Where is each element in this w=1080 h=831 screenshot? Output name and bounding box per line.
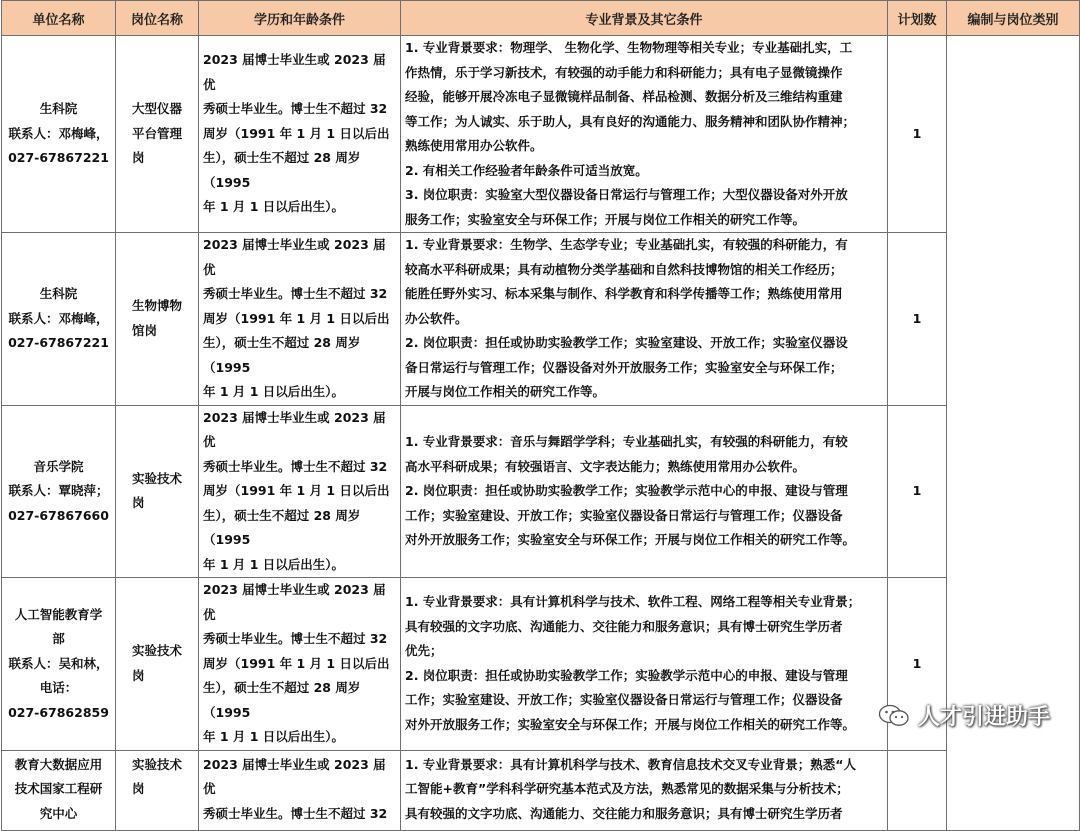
plan-count: 1 [888, 36, 947, 233]
post-cell [116, 578, 199, 751]
header-staffing-category: 编制与岗位类别 [947, 1, 1080, 36]
requirements-cell [401, 405, 888, 578]
plan-count: 1 [888, 233, 947, 406]
post-line: 岗 [131, 150, 145, 166]
edu-line: 生），硕士生不超过 28 周岁（1995 [203, 335, 361, 375]
table-row [2, 233, 1080, 406]
unit-cell [2, 405, 116, 578]
post-name [132, 467, 182, 516]
post-cell [116, 750, 199, 830]
edu-line: 秀硕士毕业生。博士生不超过 32 [203, 101, 388, 117]
table-row [2, 750, 1080, 830]
unit-contact: 联系人：吴和林， [8, 655, 109, 671]
edu-line: 2023 届博士毕业生或 2023 届优 [203, 237, 386, 277]
edu-line: 生），硕士生不超过 28 周岁（1995 [203, 680, 361, 720]
req-line: 办公软件。 [405, 310, 468, 326]
edu-line: 秀硕士毕业生。博士生不超过 32 [203, 458, 388, 474]
education-cell [199, 233, 401, 406]
unit-cell [2, 36, 116, 233]
edu-line: 生），硕士生不超过 28 周岁（1995 [203, 150, 361, 190]
req-line: 3. 岗位职责：实验室大型仪器设备日常运行与管理工作；大型仪器设备对外开放 [405, 187, 848, 202]
post-line: 大型仪器 [131, 101, 182, 117]
requirements-cell [401, 36, 888, 233]
req-line: 2. 岗位职责：担任或协助实验教学工作；实验教学示范中心的申报、建设与管理 [405, 667, 848, 683]
unit-contact: 联系人：覃晓萍； [8, 483, 109, 498]
req-line: 2. 有相关工作经验者年龄条件可适当放宽。 [405, 162, 648, 178]
header-unit: 单位名称 [2, 1, 116, 36]
edu-line: 年 1 月 1 日以后出生）。 [203, 556, 345, 572]
post-cell [116, 36, 199, 233]
unit-name-cont: 技术国家工程研 [14, 781, 103, 796]
unit-cell [2, 233, 116, 406]
edu-line: 2023 届博士毕业生或 2023 届优 [203, 409, 386, 449]
edu-line: 秀硕士毕业生。博士生不超过 32 [203, 286, 388, 301]
requirements-cell [401, 578, 888, 751]
header-plan-count: 计划数 [888, 1, 947, 36]
plan-count: 1 [888, 405, 947, 578]
post-line: 平台管理 [131, 125, 182, 141]
edu-line: 周岁（1991 年 1 月 1 日以后出 [203, 125, 390, 141]
unit-phone: 027-67867660 [8, 507, 109, 523]
req-line: 能胜任野外实习、标本采集与制作、科学教育和科学传播等工作；熟练使用常用 [405, 286, 843, 301]
req-line: 等工作；为人诚实、乐于助人，具有良好的沟通能力、服务精神和团队协作精神； [405, 113, 856, 129]
req-line: 服务工作；实验室安全与环保工作；开展与岗位工作相关的研究工作等。 [405, 211, 806, 227]
edu-line: 2023 届博士毕业生或 2023 届优 [203, 756, 386, 796]
unit-name: 人工智能教育学 [14, 606, 103, 622]
plan-count [888, 750, 947, 830]
edu-line: 2023 届博士毕业生或 2023 届优 [203, 52, 386, 92]
edu-line: 生），硕士生不超过 28 周岁（1995 [203, 507, 361, 547]
post-line: 岗 [131, 495, 145, 511]
post-name [132, 294, 182, 343]
unit-contact: 联系人：邓梅峰， [8, 125, 109, 141]
req-line: 工作；实验室建设、开放工作；实验室仪器设备日常运行与管理工作；仪器设备 [405, 507, 843, 523]
edu-line: 周岁（1991 年 1 月 1 日以后出 [203, 483, 390, 498]
req-line: 备日常运行与管理工作；仪器设备对外开放服务工作；实验室安全与环保工作； [405, 359, 843, 375]
unit-phone: 027-67862859 [8, 704, 109, 720]
post-line: 岗 [131, 667, 145, 683]
header-post: 岗位名称 [116, 1, 199, 36]
edu-line: 周岁（1991 年 1 月 1 日以后出 [203, 655, 390, 671]
req-line: 熟练使用常用办公软件。 [405, 138, 543, 153]
req-line: 优先； [405, 643, 443, 659]
req-line: 工智能+教育”学科科学研究基本范式及方法，熟悉常见的数据采集与分析技术； [405, 781, 849, 796]
edu-line: 2023 届博士毕业生或 2023 届优 [203, 582, 386, 622]
req-line: 2. 岗位职责：担任或协助实验教学工作；实验室建设、开放工作；实验室仪器设 [405, 335, 848, 350]
plan-count: 1 [888, 578, 947, 751]
req-line: 具有较强的文字功底、沟通能力、交往能力和服务意识；具有博士研究生学历者 [405, 805, 843, 821]
unit-name-cont: 究中心 [39, 805, 78, 821]
watermark-text: 人才引进助手 [917, 705, 1050, 730]
req-line: 开展与岗位工作相关的研究工作等。 [405, 384, 606, 399]
table-row [2, 405, 1080, 578]
edu-line: 秀硕士毕业生。博士生不超过 32 [203, 631, 388, 646]
unit-name-cont: 部 [52, 631, 65, 646]
education-cell [199, 578, 401, 751]
table-row [2, 36, 1080, 233]
edu-line: 秀硕士毕业生。博士生不超过 32 [203, 805, 388, 821]
unit-name: 教育大数据应用 [14, 756, 103, 772]
post-line: 生物博物 [131, 298, 182, 314]
unit-name: 音乐学院 [33, 458, 84, 474]
watermark [878, 700, 1050, 731]
unit-cell [2, 750, 116, 830]
req-line: 2. 岗位职责：担任或协助实验教学工作；实验教学示范中心的申报、建设与管理 [405, 483, 848, 498]
unit-name: 生科院 [39, 101, 78, 117]
post-name [132, 97, 182, 171]
unit-phone: 027-67867221 [8, 150, 109, 166]
post-line: 实验技术 [131, 643, 182, 659]
requirements-cell [401, 233, 888, 406]
edu-line: 周岁（1991 年 1 月 1 日以后出 [203, 310, 390, 326]
education-cell [199, 36, 401, 233]
req-line: 作热情，乐于学习新技术，有较强的动手能力和科研能力；具有电子显微镜操作 [405, 64, 843, 80]
post-cell [116, 233, 199, 406]
req-line: 经验，能够开展冷冻电子显微镜样品制备、样品检测、数据分析及三维结构重建 [405, 89, 843, 104]
education-cell [199, 405, 401, 578]
post-line: 实验技术 [131, 470, 182, 486]
unit-name: 生科院 [39, 286, 78, 301]
requirements-cell [401, 750, 888, 830]
post-cell [116, 405, 199, 578]
table-header-row [2, 1, 1080, 36]
post-line: 岗 [131, 781, 145, 796]
wechat-icon [878, 703, 910, 729]
unit-phone-label: 电话： [39, 680, 78, 695]
req-line: 1. 专业背景要求：物理学、 生物化学、生物物理等相关专业；专业基础扎实，工 [405, 40, 853, 55]
req-line: 具有较强的文字功底、沟通能力、交往能力和服务意识；具有博士研究生学历者 [405, 618, 843, 634]
req-line: 1. 专业背景要求：生物学、生态学专业；专业基础扎实，有较强的科研能力，有 [405, 237, 848, 252]
req-line: 高水平科研成果；有较强语言、文字表达能力；熟练使用常用办公软件。 [405, 458, 806, 474]
req-line: 1. 专业背景要求：具有计算机科学与技术、教育信息技术交叉专业背景；熟悉“人 [405, 756, 857, 772]
req-line: 工作；实验室建设、开放工作；实验室仪器设备日常运行与管理工作；仪器设备 [405, 692, 843, 708]
education-cell [199, 750, 401, 830]
req-line: 1. 专业背景要求：具有计算机科学与技术、软件工程、网络工程等相关专业背景； [405, 594, 861, 610]
unit-cell [2, 578, 116, 751]
header-requirements: 专业背景及其它条件 [401, 1, 888, 36]
post-line: 实验技术 [131, 756, 182, 772]
unit-contact: 联系人：邓梅峰， [8, 310, 109, 326]
header-education-age: 学历和年龄条件 [199, 1, 401, 36]
edu-line: 年 1 月 1 日以后出生）。 [203, 729, 345, 744]
req-line: 对外开放服务工作；实验室安全与环保工作；开展与岗位工作相关的研究工作等。 [405, 716, 856, 732]
edu-line: 年 1 月 1 日以后出生）。 [203, 199, 345, 215]
req-line: 1. 专业背景要求：音乐与舞蹈学学科；专业基础扎实，有较强的科研能力，有较 [405, 434, 848, 449]
req-line: 对外开放服务工作；实验室安全与环保工作；开展与岗位工作相关的研究工作等。 [405, 532, 856, 547]
req-line: 较高水平科研成果；具有动植物分类学基础和自然科技博物馆的相关工作经历； [405, 261, 843, 277]
unit-phone: 027-67867221 [8, 335, 109, 350]
post-line: 馆岗 [131, 322, 157, 338]
edu-line: 年 1 月 1 日以后出生）。 [203, 384, 345, 399]
post-name [132, 639, 182, 688]
